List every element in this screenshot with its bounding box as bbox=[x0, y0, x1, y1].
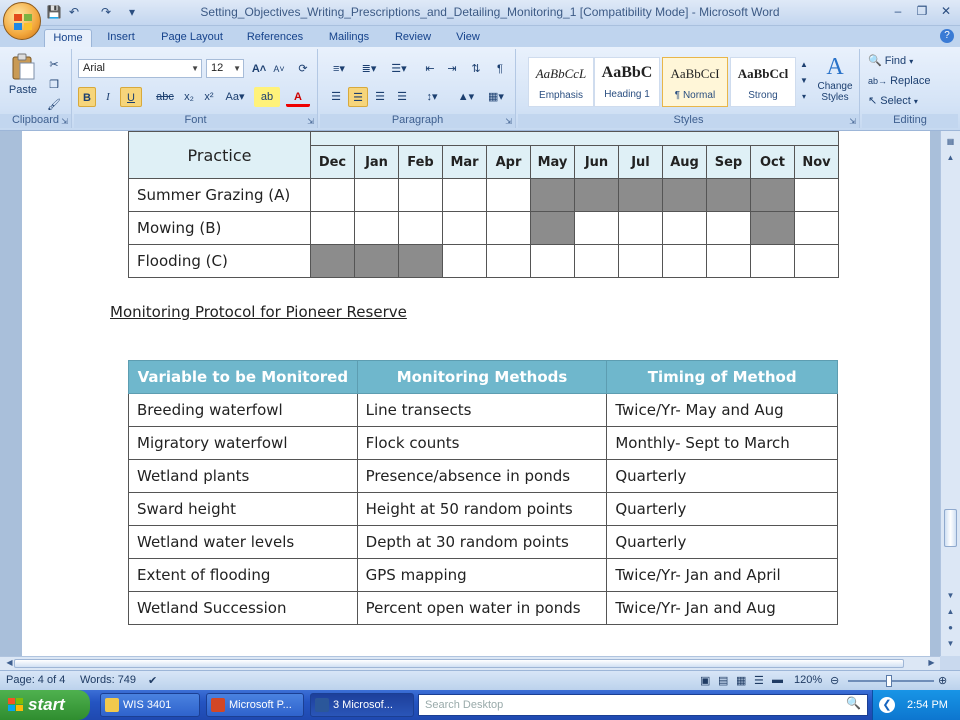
vertical-scrollbar[interactable] bbox=[940, 131, 960, 656]
font-name-combo[interactable] bbox=[78, 59, 202, 78]
task-label: WIS 3401 bbox=[123, 699, 172, 711]
editing-group bbox=[862, 49, 958, 128]
style-emphasis[interactable] bbox=[528, 57, 594, 107]
select-button[interactable] bbox=[868, 91, 948, 111]
tab-view[interactable]: View bbox=[456, 31, 480, 43]
redo-icon[interactable]: ↷ bbox=[100, 5, 112, 19]
scroll-left-icon[interactable]: ◀ bbox=[6, 658, 13, 667]
view-full-screen-icon[interactable]: ▤ bbox=[718, 675, 729, 687]
numbering-icon[interactable]: ≣▾ bbox=[361, 63, 377, 75]
save-icon[interactable]: 💾 bbox=[46, 5, 62, 19]
schedule-cell[interactable] bbox=[795, 245, 839, 278]
font-color-icon[interactable]: A bbox=[286, 87, 310, 107]
style-name: Emphasis bbox=[539, 90, 583, 101]
superscript-icon[interactable]: x² bbox=[204, 91, 214, 103]
variable-cell[interactable]: Breeding waterfowl bbox=[129, 394, 358, 427]
schedule-cell[interactable] bbox=[311, 212, 355, 245]
schedule-cell[interactable] bbox=[487, 245, 531, 278]
schedule-cell-active[interactable] bbox=[531, 179, 575, 212]
cut-icon[interactable]: ✂ bbox=[49, 59, 59, 71]
timing-cell[interactable]: Twice/Yr- Jan and April bbox=[607, 559, 838, 592]
tab-home[interactable]: Home bbox=[44, 29, 92, 47]
table-row bbox=[129, 245, 839, 278]
method-cell[interactable]: Line transects bbox=[357, 394, 607, 427]
schedule-cell[interactable] bbox=[399, 179, 443, 212]
month-header: Jul bbox=[619, 146, 663, 179]
column-header: Monitoring Methods bbox=[357, 361, 607, 394]
month-header: Dec bbox=[311, 146, 355, 179]
scroll-right-icon[interactable]: ▶ bbox=[928, 658, 935, 667]
schedule-header-row bbox=[129, 132, 839, 146]
table-row bbox=[129, 493, 838, 526]
office-logo-icon bbox=[13, 13, 33, 31]
tab-references[interactable]: References bbox=[246, 31, 304, 43]
shrink-font-icon[interactable]: A˅ bbox=[273, 64, 285, 74]
status-bar bbox=[0, 670, 960, 690]
schedule-cell[interactable] bbox=[487, 179, 531, 212]
schedule-cell[interactable] bbox=[663, 212, 707, 245]
ribbon-tabs bbox=[0, 26, 960, 47]
copy-icon[interactable]: ❐ bbox=[49, 79, 59, 91]
document-page[interactable] bbox=[22, 131, 930, 656]
search-desktop-input[interactable]: Search Desktop bbox=[418, 694, 868, 716]
tab-insert[interactable]: Insert bbox=[107, 31, 135, 43]
style-name: ¶ Normal bbox=[674, 90, 716, 101]
vertical-scroll-thumb[interactable] bbox=[944, 509, 957, 547]
paste-icon bbox=[10, 53, 36, 81]
paste-label: Paste bbox=[8, 84, 38, 96]
schedule-cell[interactable] bbox=[575, 212, 619, 245]
variable-cell[interactable]: Extent of flooding bbox=[129, 559, 358, 592]
horizontal-scroll-thumb[interactable] bbox=[14, 659, 904, 668]
method-cell[interactable]: Height at 50 random points bbox=[357, 493, 607, 526]
ruler-toggle-icon[interactable]: ▦ bbox=[946, 137, 955, 146]
close-button[interactable]: ✕ bbox=[940, 4, 952, 18]
view-web-layout-icon[interactable]: ▦ bbox=[736, 675, 747, 687]
align-right-icon[interactable]: ☰ bbox=[375, 91, 385, 103]
timing-cell[interactable]: Twice/Yr- Jan and Aug bbox=[607, 592, 838, 625]
line-spacing-icon[interactable]: ↕▾ bbox=[426, 91, 438, 103]
styles-scroll-icon[interactable]: ▲ ▼ ▾ bbox=[800, 60, 808, 101]
strikethrough-icon[interactable]: abc bbox=[156, 91, 174, 103]
schedule-cell[interactable] bbox=[575, 245, 619, 278]
highlight-icon[interactable]: ab bbox=[254, 87, 280, 107]
paragraph-launcher-icon[interactable]: ⇲ bbox=[505, 117, 512, 126]
chevron-down-icon: ▾ bbox=[913, 97, 918, 106]
schedule-cell[interactable] bbox=[311, 179, 355, 212]
customize-toolbar-icon[interactable]: ▾ bbox=[128, 5, 136, 19]
decrease-indent-icon[interactable]: ⇤ bbox=[425, 63, 435, 75]
style-preview: AaBbC bbox=[601, 64, 653, 81]
paste-button[interactable] bbox=[6, 53, 40, 103]
paragraph-group bbox=[320, 49, 516, 128]
search-icon[interactable]: 🔍 bbox=[846, 696, 861, 710]
month-header: Aug bbox=[663, 146, 707, 179]
schedule-cell[interactable] bbox=[443, 245, 487, 278]
schedule-cell[interactable] bbox=[795, 212, 839, 245]
method-cell[interactable]: Flock counts bbox=[357, 427, 607, 460]
align-center-icon[interactable]: ☰ bbox=[348, 87, 368, 107]
select-label: Select bbox=[880, 95, 911, 107]
styles-label: Styles bbox=[518, 114, 859, 128]
monitoring-table bbox=[128, 360, 838, 625]
style-heading-1[interactable] bbox=[594, 57, 660, 107]
office-button[interactable] bbox=[3, 2, 41, 40]
cursor-icon: ↖ bbox=[868, 95, 878, 107]
bold-icon[interactable]: B bbox=[78, 87, 96, 107]
task-label: Microsoft P... bbox=[229, 699, 292, 711]
schedule-cell[interactable] bbox=[443, 179, 487, 212]
table-row bbox=[129, 212, 839, 245]
styles-group bbox=[518, 49, 860, 128]
variable-cell[interactable]: Sward height bbox=[129, 493, 358, 526]
styles-launcher-icon[interactable]: ⇲ bbox=[849, 117, 856, 126]
horizontal-scrollbar[interactable] bbox=[0, 656, 940, 670]
schedule-cell[interactable] bbox=[443, 212, 487, 245]
schedule-header-spacer bbox=[311, 132, 839, 146]
schedule-cell[interactable] bbox=[619, 212, 663, 245]
show-formatting-icon[interactable]: ¶ bbox=[497, 63, 503, 75]
replace-button[interactable] bbox=[868, 71, 948, 91]
month-header: Feb bbox=[399, 146, 443, 179]
practice-label[interactable]: Summer Grazing (A) bbox=[129, 179, 311, 212]
month-header: Jun bbox=[575, 146, 619, 179]
font-size-value: 12 bbox=[211, 62, 224, 74]
variable-cell[interactable]: Wetland plants bbox=[129, 460, 358, 493]
schedule-cell-active[interactable] bbox=[399, 245, 443, 278]
column-header: Variable to be Monitored bbox=[129, 361, 358, 394]
shading-icon[interactable]: ▲▾ bbox=[457, 91, 475, 103]
editing-label: Editing bbox=[862, 114, 958, 128]
format-painter-icon[interactable]: 🖌 bbox=[47, 99, 61, 111]
replace-label: Replace bbox=[890, 75, 931, 87]
schedule-cell-active[interactable] bbox=[355, 245, 399, 278]
schedule-cell[interactable] bbox=[663, 245, 707, 278]
font-launcher-icon[interactable]: ⇲ bbox=[307, 117, 314, 126]
replace-icon: ab→ bbox=[868, 76, 888, 86]
timing-cell[interactable]: Monthly- Sept to March bbox=[607, 427, 838, 460]
ribbon bbox=[0, 47, 960, 131]
minimize-button[interactable]: – bbox=[894, 4, 902, 18]
change-styles-icon: A bbox=[826, 54, 844, 80]
method-cell[interactable]: Presence/absence in ponds bbox=[357, 460, 607, 493]
month-header: Jan bbox=[355, 146, 399, 179]
style-strong[interactable] bbox=[730, 57, 796, 107]
tab-mailings[interactable]: Mailings bbox=[328, 31, 370, 43]
chevron-down-icon: ▾ bbox=[909, 57, 914, 66]
tab-review[interactable]: Review bbox=[394, 31, 432, 43]
zoom-slider-thumb[interactable] bbox=[886, 675, 892, 687]
variable-cell[interactable]: Wetland water levels bbox=[129, 526, 358, 559]
table-row bbox=[129, 592, 838, 625]
find-label: Find bbox=[884, 55, 907, 67]
schedule-cell-active[interactable] bbox=[311, 245, 355, 278]
schedule-cell-active[interactable] bbox=[751, 179, 795, 212]
schedule-table bbox=[128, 131, 839, 278]
table-row bbox=[129, 526, 838, 559]
schedule-cell[interactable] bbox=[487, 212, 531, 245]
month-header: Apr bbox=[487, 146, 531, 179]
view-draft-icon[interactable]: ▬ bbox=[772, 674, 783, 686]
table-header-row bbox=[129, 361, 838, 394]
table-row bbox=[129, 427, 838, 460]
help-icon[interactable]: ? bbox=[940, 29, 954, 43]
scroll-up-icon[interactable]: ▲ bbox=[946, 153, 955, 162]
method-cell[interactable]: Percent open water in ponds bbox=[357, 592, 607, 625]
network-icon[interactable]: ❮ bbox=[879, 697, 895, 713]
month-header: Oct bbox=[751, 146, 795, 179]
restore-button[interactable]: ❐ bbox=[916, 4, 928, 18]
schedule-cell-active[interactable] bbox=[575, 179, 619, 212]
table-row bbox=[129, 559, 838, 592]
browse-object-icon[interactable]: ● bbox=[948, 623, 953, 632]
month-header: Mar bbox=[443, 146, 487, 179]
clipboard-launcher-icon[interactable]: ⇲ bbox=[61, 117, 68, 126]
folder-icon bbox=[105, 698, 119, 712]
change-case-icon[interactable]: Aa▾ bbox=[225, 91, 245, 103]
schedule-cell[interactable] bbox=[751, 245, 795, 278]
zoom-in-icon[interactable]: ⊕ bbox=[938, 675, 948, 687]
taskbar bbox=[0, 690, 960, 720]
undo-icon[interactable]: ↶ bbox=[68, 5, 80, 19]
timing-cell[interactable]: Twice/Yr- May and Aug bbox=[607, 394, 838, 427]
font-label: Font bbox=[74, 114, 317, 128]
month-header: Sep bbox=[707, 146, 751, 179]
schedule-cell[interactable] bbox=[399, 212, 443, 245]
column-header: Timing of Method bbox=[607, 361, 838, 394]
section-title: Monitoring Protocol for Pioneer Reserve bbox=[110, 303, 407, 321]
clock[interactable]: 2:54 PM bbox=[907, 699, 948, 711]
scroll-down-icon[interactable]: ▼ bbox=[946, 591, 955, 600]
view-print-layout-icon[interactable]: ▣ bbox=[700, 675, 711, 687]
taskbar-item-powerpoint[interactable] bbox=[206, 693, 304, 717]
justify-icon[interactable]: ☰ bbox=[397, 91, 407, 103]
clipboard-group bbox=[0, 49, 72, 128]
chevron-down-icon: ▼ bbox=[233, 64, 241, 73]
table-row bbox=[129, 394, 838, 427]
timing-cell[interactable]: Quarterly bbox=[607, 493, 838, 526]
window-title: Setting_Objectives_Writing_Prescriptions_and_Detailing_Monitoring_1 [Compatibility Mode] - Microsoft Word bbox=[200, 5, 780, 19]
multilevel-list-icon[interactable]: ☰▾ bbox=[391, 63, 407, 75]
proofing-icon[interactable]: ✔ bbox=[148, 675, 158, 687]
clipboard-label: Clipboard bbox=[0, 114, 71, 128]
powerpoint-icon bbox=[211, 698, 225, 712]
schedule-cell-active[interactable] bbox=[619, 179, 663, 212]
method-cell[interactable]: GPS mapping bbox=[357, 559, 607, 592]
variable-cell[interactable]: Migratory waterfowl bbox=[129, 427, 358, 460]
schedule-cell-active[interactable] bbox=[663, 179, 707, 212]
chevron-down-icon: ▼ bbox=[191, 64, 199, 73]
word-count[interactable]: Words: 749 bbox=[80, 674, 137, 686]
schedule-cell-active[interactable] bbox=[751, 212, 795, 245]
style-name: Heading 1 bbox=[604, 89, 650, 100]
timing-cell[interactable]: Quarterly bbox=[607, 460, 838, 493]
bullets-icon[interactable]: ≡▾ bbox=[333, 63, 345, 75]
font-name-value: Arial bbox=[83, 62, 106, 74]
paragraph-label: Paragraph bbox=[320, 114, 515, 128]
borders-icon[interactable]: ▦▾ bbox=[488, 91, 504, 103]
table-row bbox=[129, 460, 838, 493]
system-tray bbox=[872, 690, 960, 720]
style-preview: AaBbCcl bbox=[737, 66, 789, 81]
clear-formatting-icon[interactable]: ⟳ bbox=[298, 63, 308, 75]
view-outline-icon[interactable]: ☰ bbox=[754, 675, 764, 687]
task-label: 3 Microsof... bbox=[333, 699, 393, 711]
schedule-cell[interactable] bbox=[355, 212, 399, 245]
schedule-cell[interactable] bbox=[619, 245, 663, 278]
schedule-cell[interactable] bbox=[355, 179, 399, 212]
schedule-cell-active[interactable] bbox=[531, 212, 575, 245]
zoom-out-icon[interactable]: ⊖ bbox=[830, 675, 840, 687]
previous-page-icon[interactable]: ▲ bbox=[946, 607, 955, 616]
schedule-cell-active[interactable] bbox=[707, 179, 751, 212]
document-area bbox=[0, 131, 940, 656]
start-label: start bbox=[28, 695, 65, 714]
month-header: Nov bbox=[795, 146, 839, 179]
practice-label[interactable]: Mowing (B) bbox=[129, 212, 311, 245]
practice-header: Practice bbox=[129, 132, 311, 179]
method-cell[interactable]: Depth at 30 random points bbox=[357, 526, 607, 559]
find-button[interactable] bbox=[868, 51, 948, 71]
schedule-cell[interactable] bbox=[707, 212, 751, 245]
variable-cell[interactable]: Wetland Succession bbox=[129, 592, 358, 625]
schedule-cell[interactable] bbox=[795, 179, 839, 212]
style-preview: AaBbCcL bbox=[535, 66, 587, 81]
timing-cell[interactable]: Quarterly bbox=[607, 526, 838, 559]
month-header: May bbox=[531, 146, 575, 179]
zoom-level[interactable]: 120% bbox=[794, 674, 823, 686]
grow-font-icon[interactable]: A˄ bbox=[251, 63, 267, 75]
italic-icon[interactable]: I bbox=[106, 91, 110, 103]
increase-indent-icon[interactable]: ⇥ bbox=[447, 63, 457, 75]
align-left-icon[interactable]: ☰ bbox=[331, 91, 341, 103]
taskbar-item-word[interactable] bbox=[310, 693, 414, 717]
style-normal[interactable] bbox=[662, 57, 728, 107]
style-preview: AaBbCcI bbox=[670, 66, 720, 81]
page-count[interactable]: Page: 4 of 4 bbox=[6, 674, 66, 686]
start-button[interactable] bbox=[0, 690, 90, 720]
subscript-icon[interactable]: x₂ bbox=[184, 91, 194, 103]
table-row bbox=[129, 179, 839, 212]
binoculars-icon: 🔍 bbox=[868, 55, 882, 67]
change-styles-label: Change Styles bbox=[817, 81, 853, 103]
word-icon bbox=[315, 698, 329, 712]
windows-logo-icon bbox=[8, 698, 24, 712]
taskbar-item-folder[interactable] bbox=[100, 693, 200, 717]
schedule-cell[interactable] bbox=[707, 245, 751, 278]
title-bar bbox=[0, 0, 960, 26]
schedule-cell[interactable] bbox=[531, 245, 575, 278]
next-page-icon[interactable]: ▼ bbox=[946, 639, 955, 648]
tab-page-layout[interactable]: Page Layout bbox=[161, 31, 223, 43]
change-styles-button[interactable] bbox=[814, 53, 856, 109]
font-group bbox=[74, 49, 318, 128]
practice-label[interactable]: Flooding (C) bbox=[129, 245, 311, 278]
style-name: Strong bbox=[748, 90, 778, 101]
font-size-combo[interactable] bbox=[206, 59, 244, 78]
sort-icon[interactable]: ⇅ bbox=[471, 63, 481, 75]
underline-icon[interactable]: U bbox=[120, 87, 142, 107]
